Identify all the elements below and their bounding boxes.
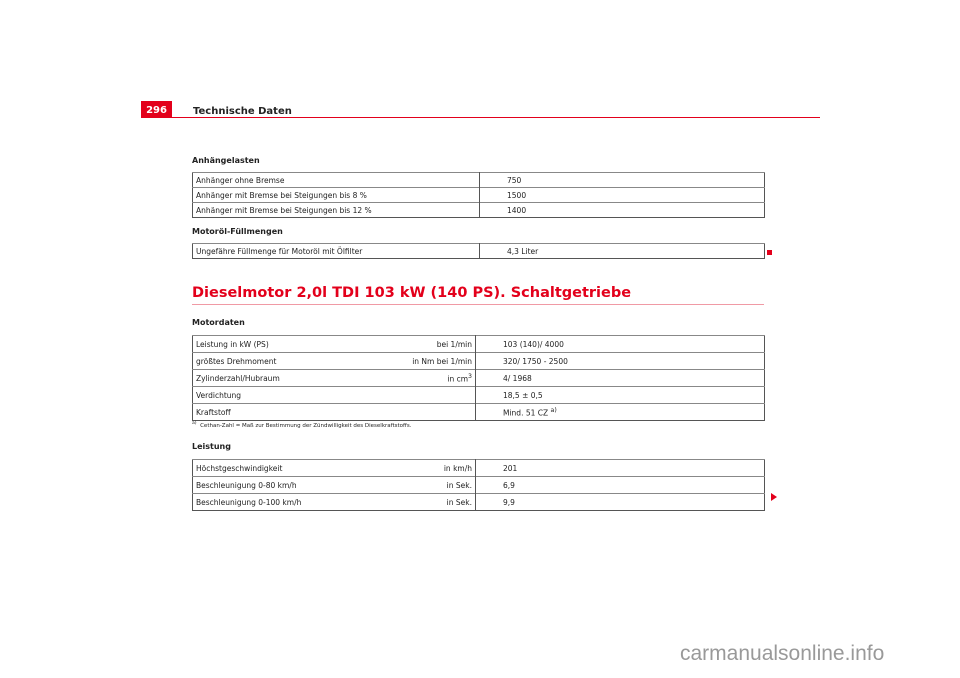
row-label: Verdichtung (193, 387, 400, 404)
page-number: 296 (141, 101, 172, 118)
row-unit: bei 1/min (399, 336, 476, 353)
page-title: Technische Daten (193, 106, 292, 117)
row-label: Ungefähre Füllmenge für Motoröl mit Ölfilter (193, 244, 480, 259)
footnote-mark: a) (192, 421, 197, 426)
heading-motordaten: Motordaten (192, 318, 245, 327)
heading-motoroel: Motoröl-Füllmengen (192, 227, 283, 236)
table-row (193, 244, 765, 259)
row-label: Beschleunigung 0-80 km/h (193, 477, 400, 494)
table-motoroel (192, 243, 765, 259)
table-row (193, 353, 765, 370)
table-leistung (192, 459, 765, 511)
heading-anhaengelasten: Anhängelasten (192, 156, 260, 165)
value-text: Mind. 51 CZ (503, 408, 549, 418)
row-label: größtes Drehmoment (193, 353, 400, 370)
table-row (193, 494, 765, 511)
row-value: 9,9 (476, 494, 765, 511)
row-label: Anhänger mit Bremse bei Steigungen bis 12 % (193, 203, 480, 218)
row-label: Anhänger ohne Bremse (193, 173, 480, 188)
row-value: 201 (476, 460, 765, 477)
row-value: 4,3 Liter (480, 244, 765, 259)
row-label: Leistung in kW (PS) (193, 336, 400, 353)
row-unit: in km/h (399, 460, 476, 477)
row-label: Zylinderzahl/Hubraum (193, 370, 400, 387)
table-row (193, 477, 765, 494)
header-rule (141, 117, 820, 118)
row-label: Anhänger mit Bremse bei Steigungen bis 8 % (193, 188, 480, 203)
row-unit (399, 404, 476, 421)
row-unit (399, 370, 476, 387)
heading-leistung: Leistung (192, 442, 231, 451)
row-unit: in Sek. (399, 477, 476, 494)
row-unit: in Nm bei 1/min (399, 353, 476, 370)
row-value: 4/ 1968 (476, 370, 765, 387)
row-value: 1500 (480, 188, 765, 203)
row-value: 103 (140)/ 4000 (476, 336, 765, 353)
row-label: Kraftstoff (193, 404, 400, 421)
continue-arrow-icon (771, 493, 777, 501)
footnote-ref: a) (550, 406, 557, 414)
section-title: Dieselmotor 2,0l TDI 103 kW (140 PS). Schaltgetriebe (192, 285, 632, 301)
row-label: Höchstgeschwindigkeit (193, 460, 400, 477)
row-unit (399, 387, 476, 404)
row-value: 1400 (480, 203, 765, 218)
unit-text: in cm (447, 374, 469, 384)
table-row (193, 188, 765, 203)
section-rule (192, 304, 764, 305)
footnote (192, 421, 411, 429)
table-motordaten (192, 335, 765, 421)
table-row (193, 203, 765, 218)
row-value (476, 404, 765, 421)
table-row (193, 370, 765, 387)
row-unit: in Sek. (399, 494, 476, 511)
table-anhaengelasten (192, 172, 765, 218)
watermark: carmanualsonline.info (680, 642, 885, 665)
table-row (193, 173, 765, 188)
table-row (193, 404, 765, 421)
row-value: 6,9 (476, 477, 765, 494)
row-value: 750 (480, 173, 765, 188)
unit-superscript: 3 (468, 372, 472, 380)
row-value: 18,5 ± 0,5 (476, 387, 765, 404)
table-row (193, 387, 765, 404)
footnote-text: Cethan-Zahl = Maß zur Bestimmung der Zündwilligkeit des Dieselkraftstoffs. (200, 422, 412, 429)
row-label: Beschleunigung 0-100 km/h (193, 494, 400, 511)
table-row (193, 336, 765, 353)
table-row (193, 460, 765, 477)
section-end-marker-icon (767, 250, 772, 255)
row-value: 320/ 1750 - 2500 (476, 353, 765, 370)
